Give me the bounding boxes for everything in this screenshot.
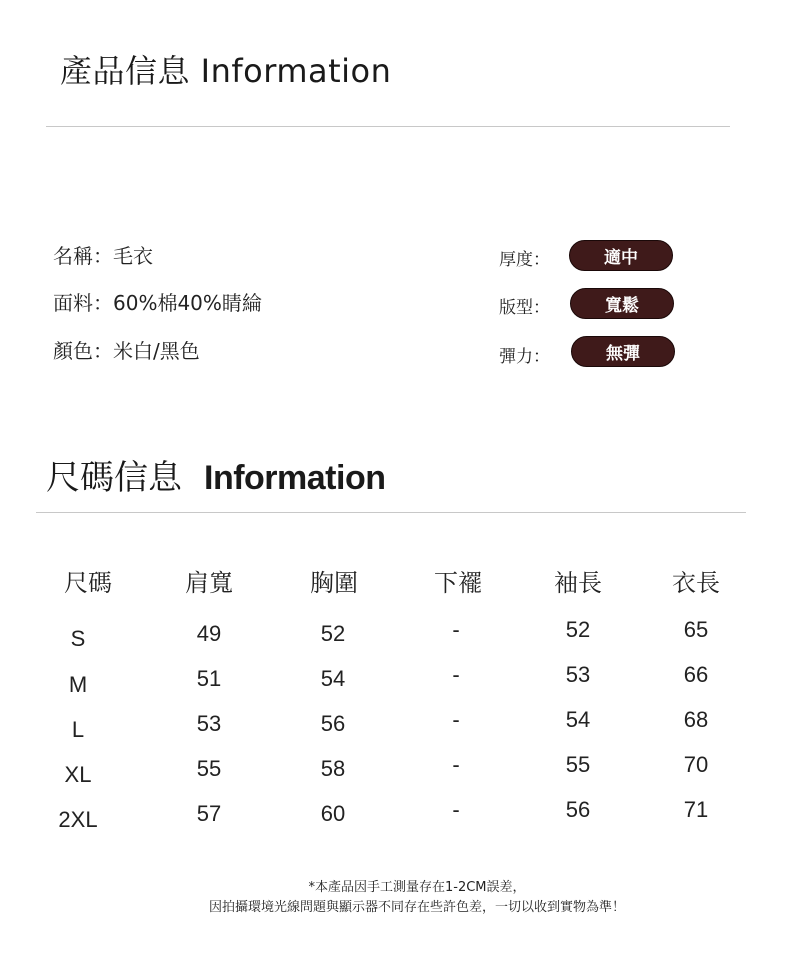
table-cell: -: [452, 797, 460, 822]
table-cell: 68: [683, 707, 709, 732]
table-cell: 55: [196, 756, 222, 781]
table-cell: 54: [565, 707, 591, 732]
table-cell: 56: [565, 797, 591, 822]
size-info-title: [46, 450, 385, 499]
divider-top: [46, 126, 730, 127]
fit-label: 版型：: [499, 298, 550, 318]
note-line-1: *本產品因手工測量存在1-2CM誤差，: [308, 880, 526, 895]
header-shoulder: 肩寬: [185, 569, 233, 597]
thickness-label: 厚度：: [499, 250, 550, 270]
table-cell: -: [452, 617, 460, 642]
table-cell: -: [452, 662, 460, 687]
table-cell: 53: [196, 711, 222, 736]
table-cell: 51: [196, 666, 222, 691]
product-color: 顏色：米白/黑色: [53, 339, 200, 363]
thickness-badge: 適中: [569, 240, 673, 271]
table-cell: 66: [683, 662, 709, 687]
table-cell: 2XL: [58, 807, 98, 832]
header-size: 尺碼: [64, 569, 112, 597]
table-cell: 53: [565, 662, 591, 687]
header-hem: 下襬: [434, 569, 482, 597]
table-cell: XL: [64, 762, 92, 787]
table-cell: -: [452, 752, 460, 777]
table-cell: S: [70, 626, 86, 651]
note-line-2: 因拍攝環境光線問題與顯示器不同存在些許色差，一切以收到實物為準！: [208, 900, 625, 915]
table-cell: 52: [320, 621, 346, 646]
table-cell: L: [71, 717, 85, 742]
size-title-cn: 尺碼信息: [46, 458, 182, 498]
table-cell: 49: [196, 621, 222, 646]
elasticity-label: 彈力：: [499, 347, 550, 367]
size-title-en: Information: [204, 459, 386, 497]
table-cell: 58: [320, 756, 346, 781]
table-cell: 56: [320, 711, 346, 736]
header-chest: 胸圍: [310, 569, 358, 597]
table-cell: 52: [565, 617, 591, 642]
fit-badge: 寬鬆: [570, 288, 674, 319]
table-cell: 65: [683, 617, 709, 642]
table-cell: 57: [196, 801, 222, 826]
product-name: 名稱：毛衣: [53, 244, 153, 268]
divider-size: [36, 512, 746, 513]
table-cell: 70: [683, 752, 709, 777]
table-cell: 55: [565, 752, 591, 777]
table-cell: 71: [683, 797, 709, 822]
table-cell: -: [452, 707, 460, 732]
product-info-title: 產品信息 Information: [60, 52, 392, 90]
product-material: 面料：60%棉40%睛綸: [53, 291, 262, 315]
table-cell: M: [68, 672, 88, 697]
header-length: 衣長: [672, 569, 720, 597]
header-sleeve: 袖長: [554, 569, 602, 597]
table-cell: 60: [320, 801, 346, 826]
elasticity-badge: 無彈: [571, 336, 675, 367]
table-cell: 54: [320, 666, 346, 691]
